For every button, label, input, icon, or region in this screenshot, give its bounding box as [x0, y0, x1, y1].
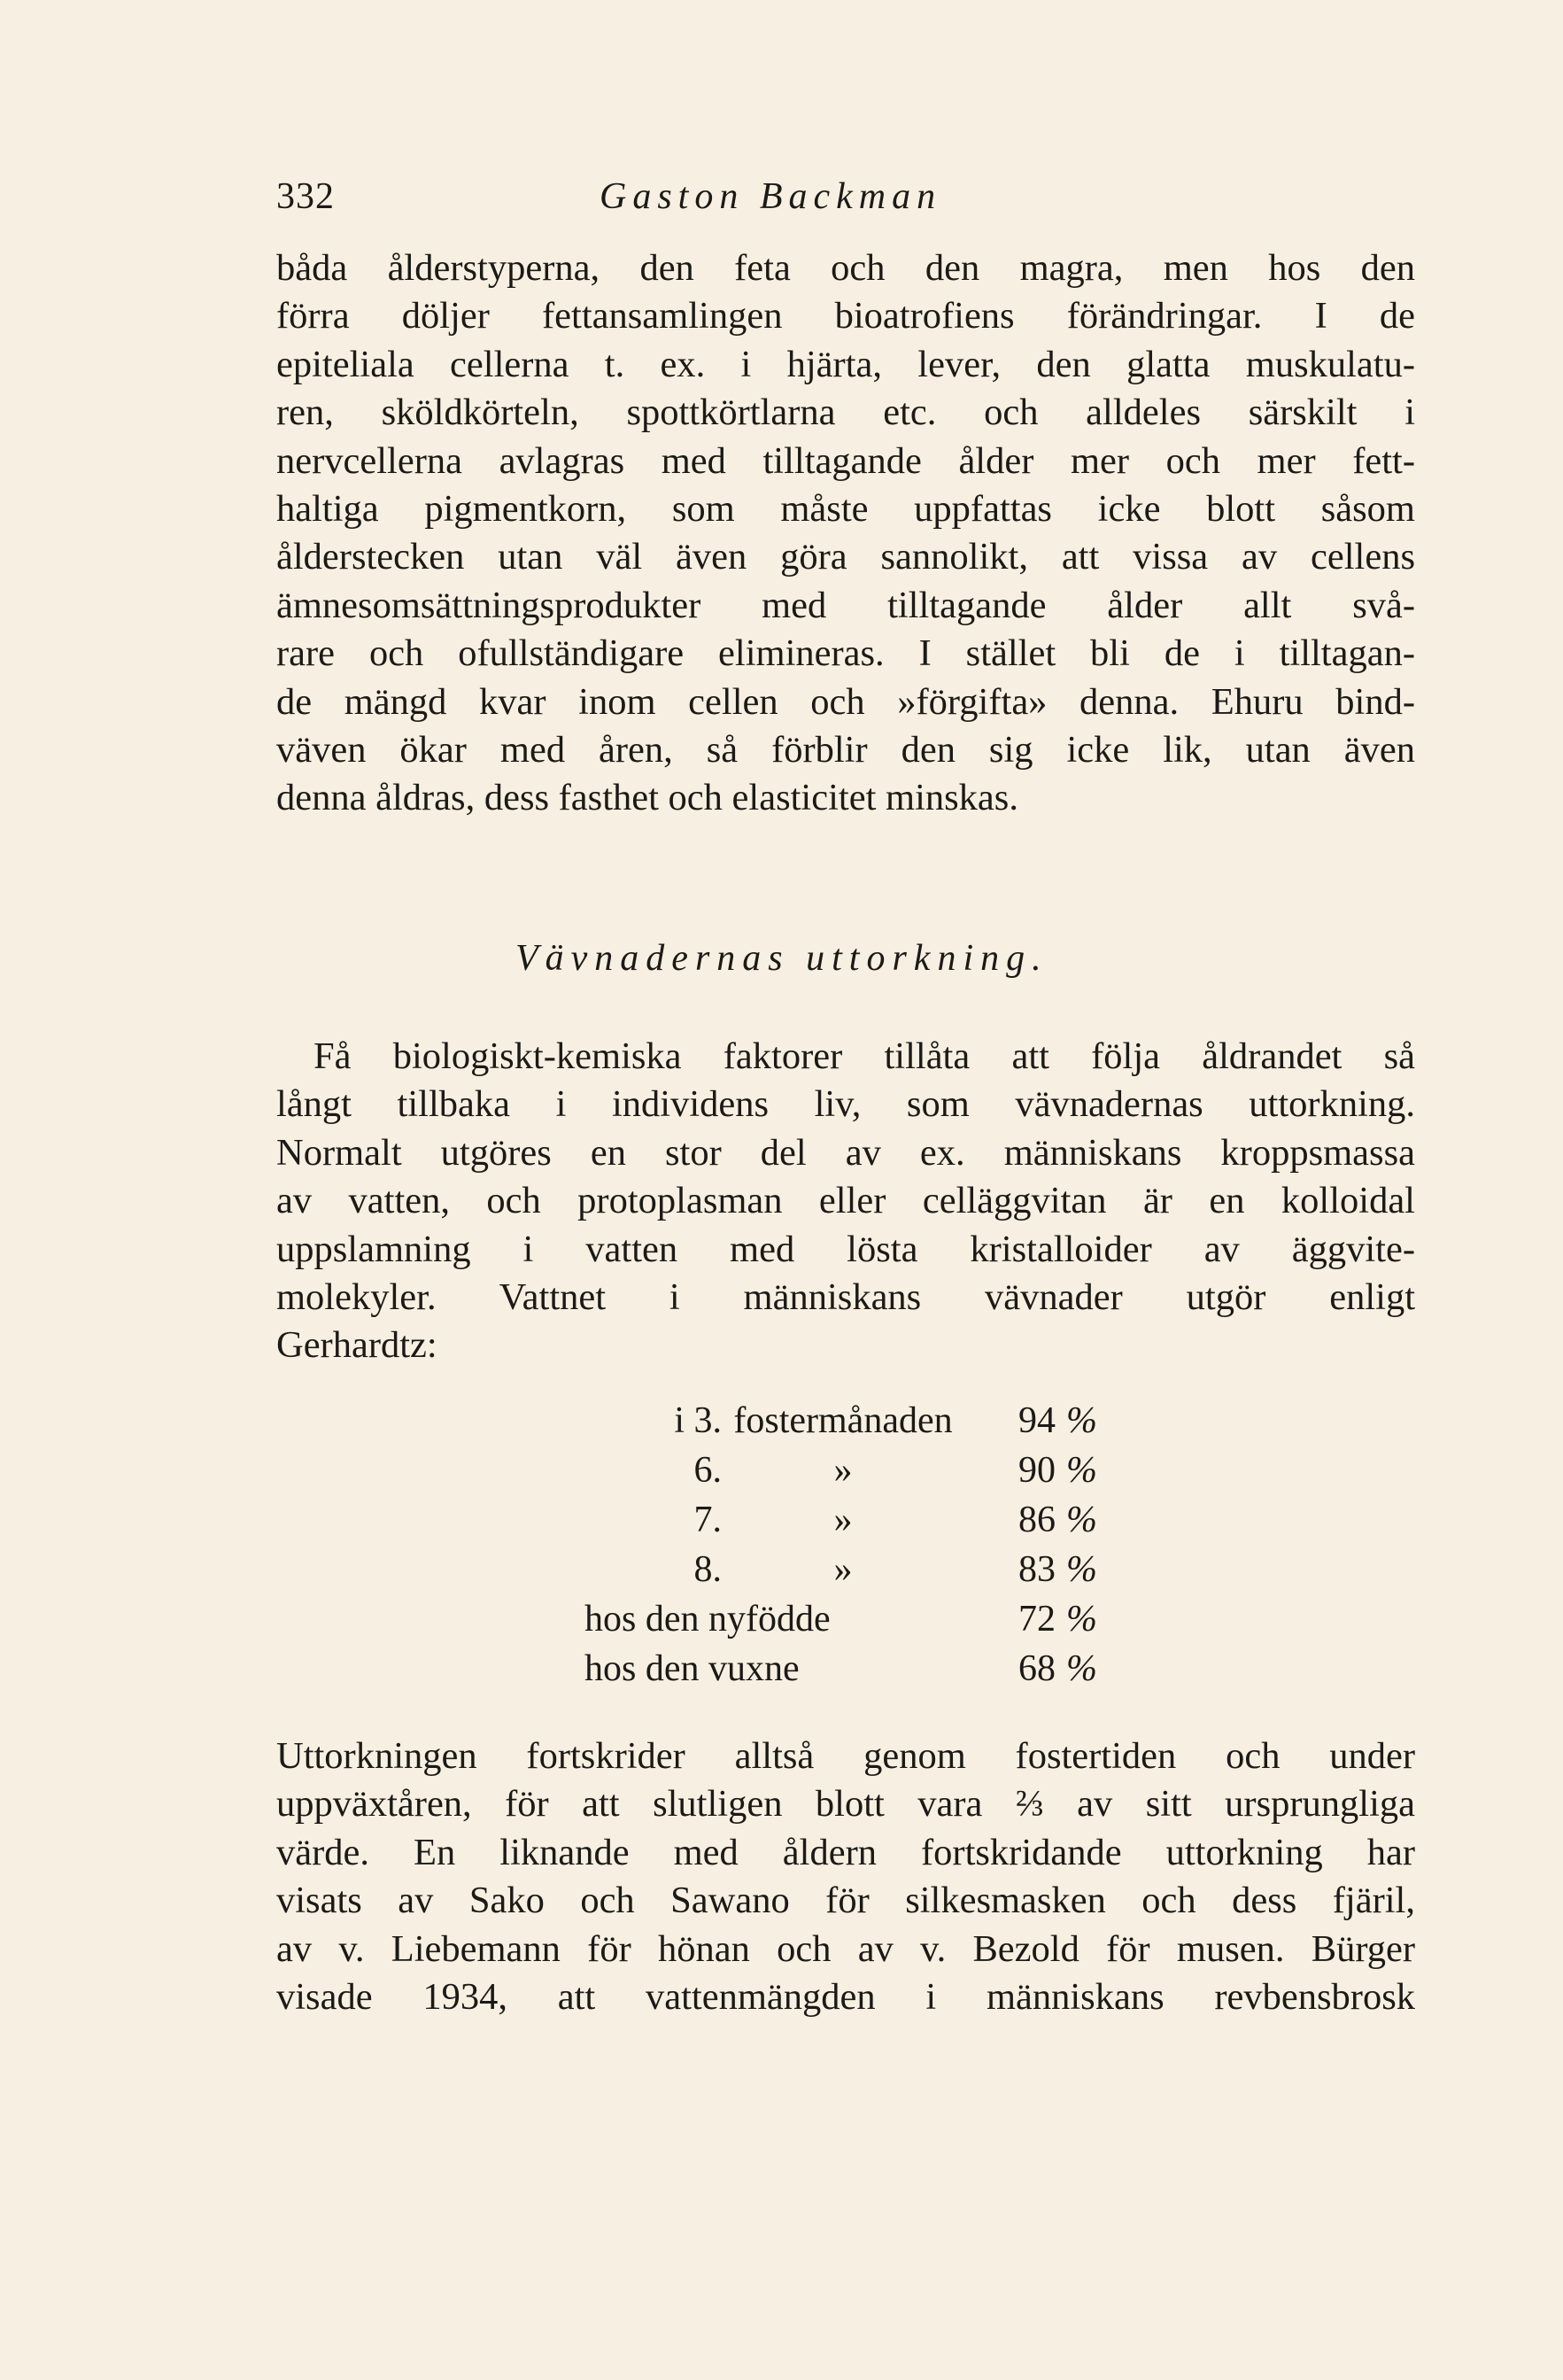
- page-number: 332: [276, 176, 335, 217]
- text-line: ämnesomsättningsprodukter med tilltagande ålder allt svå-: [276, 584, 1415, 626]
- table-row: [584, 1495, 1110, 1545]
- text-line: denna åldras, dess fasthet och elasticitet minskas.: [276, 777, 1018, 819]
- text-line: visade 1934, att vattenmängden i människans revbensbrosk: [276, 1975, 1415, 2018]
- table-row: [584, 1545, 1110, 1594]
- text-line: Uttorkningen fortskrider alltså genom fostertiden och under: [276, 1735, 1415, 1777]
- text-line: de mängd kvar inom cellen och »förgifta» denna. Ehuru bind-: [276, 680, 1415, 723]
- table-cell-label: 8.: [693, 1549, 722, 1590]
- table-cell-value: 90: [1018, 1450, 1056, 1491]
- text-line: uppslamning i vatten med lösta kristalloider av äggvite-: [276, 1228, 1415, 1270]
- table-row: [584, 1644, 1110, 1694]
- text-line: båda ålderstyperna, den feta och den magra, men hos den: [276, 247, 1415, 289]
- table-cell-unit: %: [1066, 1500, 1097, 1540]
- table-cell-label: 6.: [693, 1450, 722, 1491]
- table-cell-sub: »: [833, 1549, 853, 1590]
- text-line: långt tillbaka i individens liv, som vävnadernas uttorkning.: [276, 1083, 1415, 1126]
- table-cell-label: hos den nyfödde: [584, 1599, 831, 1640]
- text-line: haltiga pigmentkorn, som måste uppfattas icke blott såsom: [276, 487, 1415, 530]
- text-line: molekyler. Vattnet i människans vävnader utgör enligt: [276, 1275, 1415, 1318]
- paragraph-2: [276, 1033, 1415, 1370]
- table-cell-label: 7.: [693, 1500, 722, 1540]
- table-cell-value: 68: [1018, 1648, 1056, 1689]
- table-row: [584, 1446, 1110, 1495]
- table-cell-sub: »: [833, 1500, 853, 1540]
- table-row: [584, 1396, 1110, 1446]
- running-head: [276, 175, 1419, 229]
- table-cell-unit: %: [1066, 1599, 1097, 1640]
- table-cell-unit: %: [1066, 1450, 1097, 1491]
- table-cell-value: 72: [1018, 1599, 1056, 1640]
- text-line: uppväxtåren, för att slutligen blott vara ⅔ av sitt ursprungliga: [276, 1783, 1415, 1826]
- table-cell-unit: %: [1066, 1400, 1097, 1441]
- text-line: nervcellerna avlagras med tilltagande ålder mer och mer fett-: [276, 439, 1415, 482]
- running-title: Gaston Backman: [600, 176, 942, 217]
- text-line: av vatten, och protoplasman eller celläggvitan är en kolloidal: [276, 1180, 1415, 1222]
- text-line: Få biologiskt-kemiska faktorer tillåta att följa åldrandet så: [313, 1035, 1415, 1077]
- text-line: värde. En liknande med åldern fortskridande uttorkning har: [276, 1831, 1415, 1873]
- paragraph-1: [276, 244, 1415, 823]
- table-cell-unit: %: [1066, 1648, 1097, 1689]
- table-cell-label: hos den vuxne: [584, 1648, 800, 1689]
- table-row: [584, 1594, 1110, 1644]
- text-line: av v. Liebemann för hönan och av v. Bezold för musen. Bürger: [276, 1927, 1415, 1970]
- text-line: ren, sköldkörteln, spottkörtlarna etc. och alldeles särskilt i: [276, 391, 1415, 434]
- text-line: rare och ofullständigare elimineras. I stället bli de i tilltagan-: [276, 632, 1415, 675]
- paragraph-3: [276, 1733, 1415, 2021]
- text-line: epiteliala cellerna t. ex. i hjärta, lever, den glatta muskulatu-: [276, 343, 1415, 385]
- table-cell-sub: fostermånaden: [733, 1400, 953, 1441]
- table-cell-value: 94: [1018, 1400, 1056, 1441]
- table-cell-value: 83: [1018, 1549, 1056, 1590]
- water-content-table: [584, 1396, 1110, 1694]
- section-heading: Vävnadernas uttorkning.: [515, 938, 1048, 979]
- text-line: Gerhardtz:: [276, 1324, 437, 1367]
- text-line: visats av Sako och Sawano för silkesmasken och dess fjäril,: [276, 1880, 1415, 1922]
- table-cell-sub: »: [833, 1450, 853, 1491]
- table-cell-unit: %: [1066, 1549, 1097, 1590]
- text-line: ålderstecken utan väl även göra sannolikt, att vissa av cellens: [276, 536, 1415, 578]
- text-line: Normalt utgöres en stor del av ex. människans kroppsmassa: [276, 1131, 1415, 1174]
- table-cell-label: i 3.: [674, 1400, 722, 1441]
- table-cell-value: 86: [1018, 1500, 1056, 1540]
- text-line: förra döljer fettansamlingen bioatrofiens förändringar. I de: [276, 295, 1415, 337]
- text-line: väven ökar med åren, så förblir den sig icke lik, utan även: [276, 728, 1415, 771]
